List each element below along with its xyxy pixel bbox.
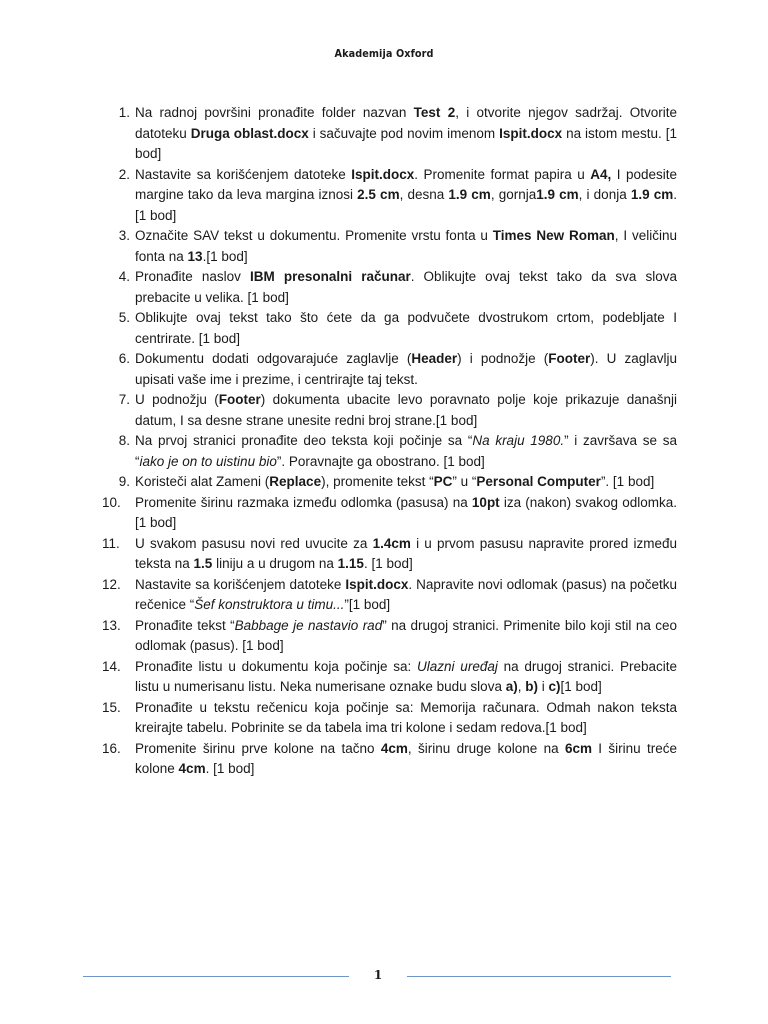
footer-line-left [83, 976, 349, 977]
italic-text: Šef konstruktora u timu... [194, 597, 345, 612]
task-number: 6. [118, 351, 130, 366]
text-run: . [1 bod] [205, 761, 255, 776]
task-number: 10. [102, 494, 121, 510]
text-run: ” u “ [452, 474, 477, 489]
text-run: Dokumentu dodati odgovarajuće zaglavlje ( [135, 351, 412, 366]
task-number: 14. [102, 658, 121, 674]
task-number: 7. [118, 392, 130, 407]
bold-text: 1.4cm [372, 535, 411, 551]
italic-text: Ulazni uređaj [417, 658, 498, 674]
task-item [100, 431, 677, 472]
text-run: Pronađite tekst “ [135, 617, 235, 633]
text-run: Oblikujte ovaj tekst tako što ćete da ga podvučete dvostrukom crtom, podebljate I centrirate. [1 bod] [135, 310, 677, 346]
text-run: [1 bod] [560, 679, 602, 694]
text-run: Pronađite listu u dokumentu koja počinje sa: [135, 658, 418, 674]
task-item [100, 226, 677, 267]
bold-text: Ispit.docx [499, 125, 563, 141]
task-text [135, 659, 677, 695]
bold-text: Footer [218, 392, 261, 407]
bold-text: 1.5 [193, 556, 213, 571]
task-text [135, 741, 677, 777]
bold-text: Replace [269, 474, 322, 489]
task-text [135, 433, 677, 469]
text-run: , I veličinu fonta na [135, 228, 677, 264]
text-run: I širinu treće kolone [135, 740, 677, 776]
task-number: 12. [102, 576, 121, 592]
text-run: Promenite širinu prve kolone na tačno [135, 740, 381, 756]
task-text [135, 577, 677, 613]
text-run: ” i završava se sa “ [135, 433, 677, 469]
text-run: ), promenite tekst “ [321, 474, 434, 489]
text-run: i u prvom pasusu napravite prored između teksta na [135, 535, 677, 571]
text-run: ) i podnožje ( [457, 351, 549, 366]
task-item [100, 698, 677, 739]
bold-text: 10pt [471, 494, 500, 510]
task-text [135, 105, 677, 161]
task-item [100, 493, 677, 534]
bold-text: c) [548, 679, 561, 694]
bold-text: 13 [187, 248, 203, 264]
footer-line-right [407, 976, 671, 977]
text-run: ). U zaglavlju upisati vaše ime i prezime, i centrirajte taj tekst. [135, 351, 677, 387]
task-text [135, 536, 677, 572]
task-item [100, 534, 677, 575]
text-run: ”. [1 bod] [600, 474, 655, 489]
text-run: . Napravite novi odlomak (pasus) na početku rečenice “ [135, 576, 677, 612]
text-run: , gornja [490, 187, 537, 202]
bold-text: 1.9 cm [448, 187, 491, 202]
task-number: 13. [102, 617, 121, 633]
page-header: Akademija Oxford [334, 47, 434, 60]
bold-text: Ispit.docx [351, 166, 415, 182]
bold-text: Test 2 [413, 105, 456, 120]
task-text [135, 618, 677, 654]
text-run: .[1 bod] [202, 248, 248, 264]
text-run: .[1 bod] [135, 187, 678, 223]
text-run: Označite SAV tekst u dokumentu. Promenite vrstu fonta u [135, 228, 493, 243]
text-run: ”[1 bod] [344, 597, 391, 612]
task-list [100, 103, 677, 780]
bold-text: Druga oblast.docx [190, 125, 309, 141]
task-number: 8. [118, 433, 130, 448]
text-run: , i donja [578, 187, 631, 202]
task-item [100, 616, 677, 657]
text-run: ”. Poravnajte ga obostrano. [1 bod] [276, 453, 485, 469]
bold-text: 1.9 cm [630, 187, 674, 202]
bold-text: Footer [548, 351, 591, 366]
task-number: 2. [118, 166, 130, 182]
task-text [135, 167, 677, 223]
text-run: Nastavite sa korišćenjem datoteke [135, 576, 346, 592]
task-text [135, 392, 677, 428]
bold-text: IBM presonalni računar [250, 269, 411, 284]
task-number: 15. [102, 699, 121, 715]
task-number: 1. [118, 105, 130, 120]
task-number: 5. [118, 310, 130, 325]
text-run: U podnožju ( [135, 392, 219, 407]
bold-text: Times New Roman [492, 228, 615, 243]
italic-text: Babbage je nastavio rad [234, 617, 383, 633]
text-run: . [1 bod] [363, 556, 413, 571]
bold-text: Ispit.docx [345, 576, 409, 592]
bold-text: b) [525, 679, 538, 694]
text-run: I podesite margine tako da leva margina iznosi [135, 166, 678, 202]
task-item [100, 390, 677, 431]
text-run: Pronađite u tekstu rečenicu koja počinje sa: Memorija računara. Odmah nakon teksta kreirajte tabelu. Pobrinite se da tabela ima tri kolone i sedam redova.[1 bod] [135, 699, 677, 735]
task-text [135, 228, 677, 264]
text-run: na drugoj stranici. Prebacite listu u numerisanu listu. Neka numerisane oznake budu slova [135, 658, 677, 694]
text-run: na istom mestu. [1 bod] [135, 125, 677, 161]
text-run: . Oblikujte ovaj tekst tako da sva slova prebacite u velika. [1 bod] [135, 269, 677, 305]
italic-text: iako je on to uistinu bio [139, 453, 277, 469]
task-item [100, 472, 677, 493]
task-text [135, 495, 677, 531]
text-run: Pronađite naslov [135, 269, 250, 284]
bold-text: 4cm [178, 761, 206, 776]
text-run: i sačuvajte pod novim imenom [308, 125, 500, 141]
text-run: , i otvorite njegov sadržaj. Otvorite datoteku [135, 105, 678, 141]
task-number: 4. [118, 269, 130, 284]
text-run: , širinu druge kolone na [407, 740, 565, 756]
task-text [135, 700, 677, 736]
task-item [100, 739, 677, 780]
text-run: . Promenite format papira u [414, 166, 591, 182]
task-item [100, 165, 677, 227]
text-run: ” na drugoj stranici. Primenite bilo koji stil na ceo odlomak (pasus). [1 bod] [135, 617, 678, 653]
bold-text: Personal Computer [476, 474, 601, 489]
bold-text: 1.15 [337, 556, 364, 571]
text-run: i [537, 679, 549, 694]
text-run: ) dokumenta ubacite levo poravnato polje koje prikazuje današnji datum, I sa desne strane unesite redni broj strane.[1 bod] [135, 392, 678, 428]
task-number: 3. [118, 228, 130, 243]
bold-text: A4, [590, 166, 612, 182]
bold-text: 2.5 cm [357, 187, 400, 202]
bold-text: a) [505, 679, 518, 694]
text-run: Nastavite sa korišćenjem datoteke [135, 166, 352, 182]
task-text [135, 269, 677, 305]
bold-text: 4cm [380, 740, 408, 756]
task-number: 11. [102, 535, 120, 551]
page-number: 1 [373, 968, 383, 982]
task-item [100, 575, 677, 616]
task-text [135, 351, 677, 387]
task-item [100, 308, 677, 349]
task-text [135, 310, 677, 346]
task-number: 9. [118, 474, 130, 489]
text-run: liniju a u drugom na [212, 556, 338, 571]
task-number: 16. [102, 740, 121, 756]
text-run: , desna [399, 187, 449, 202]
bold-text: 6cm [564, 740, 592, 756]
italic-text: Na kraju 1980. [472, 433, 565, 448]
text-run: Na radnoj površini pronađite folder nazvan [135, 105, 414, 120]
text-run: iza (nakon) svakog odlomka. [1 bod] [135, 494, 677, 530]
task-item [100, 267, 677, 308]
text-run: , [517, 679, 526, 694]
bold-text: PC [433, 474, 453, 489]
task-item [100, 349, 677, 390]
task-item [100, 657, 677, 698]
text-run: Na prvoj stranici pronađite deo teksta koji počinje sa “ [135, 433, 473, 448]
text-run: Promenite širinu razmaka između odlomka (pasusa) na [135, 494, 472, 510]
text-run: U svakom pasusu novi red uvucite za [135, 535, 373, 551]
task-text [135, 474, 654, 489]
text-run: Koristeči alat Zameni ( [135, 474, 270, 489]
task-item [100, 103, 677, 165]
bold-text: 1.9 cm [536, 187, 579, 202]
bold-text: Header [411, 351, 458, 366]
